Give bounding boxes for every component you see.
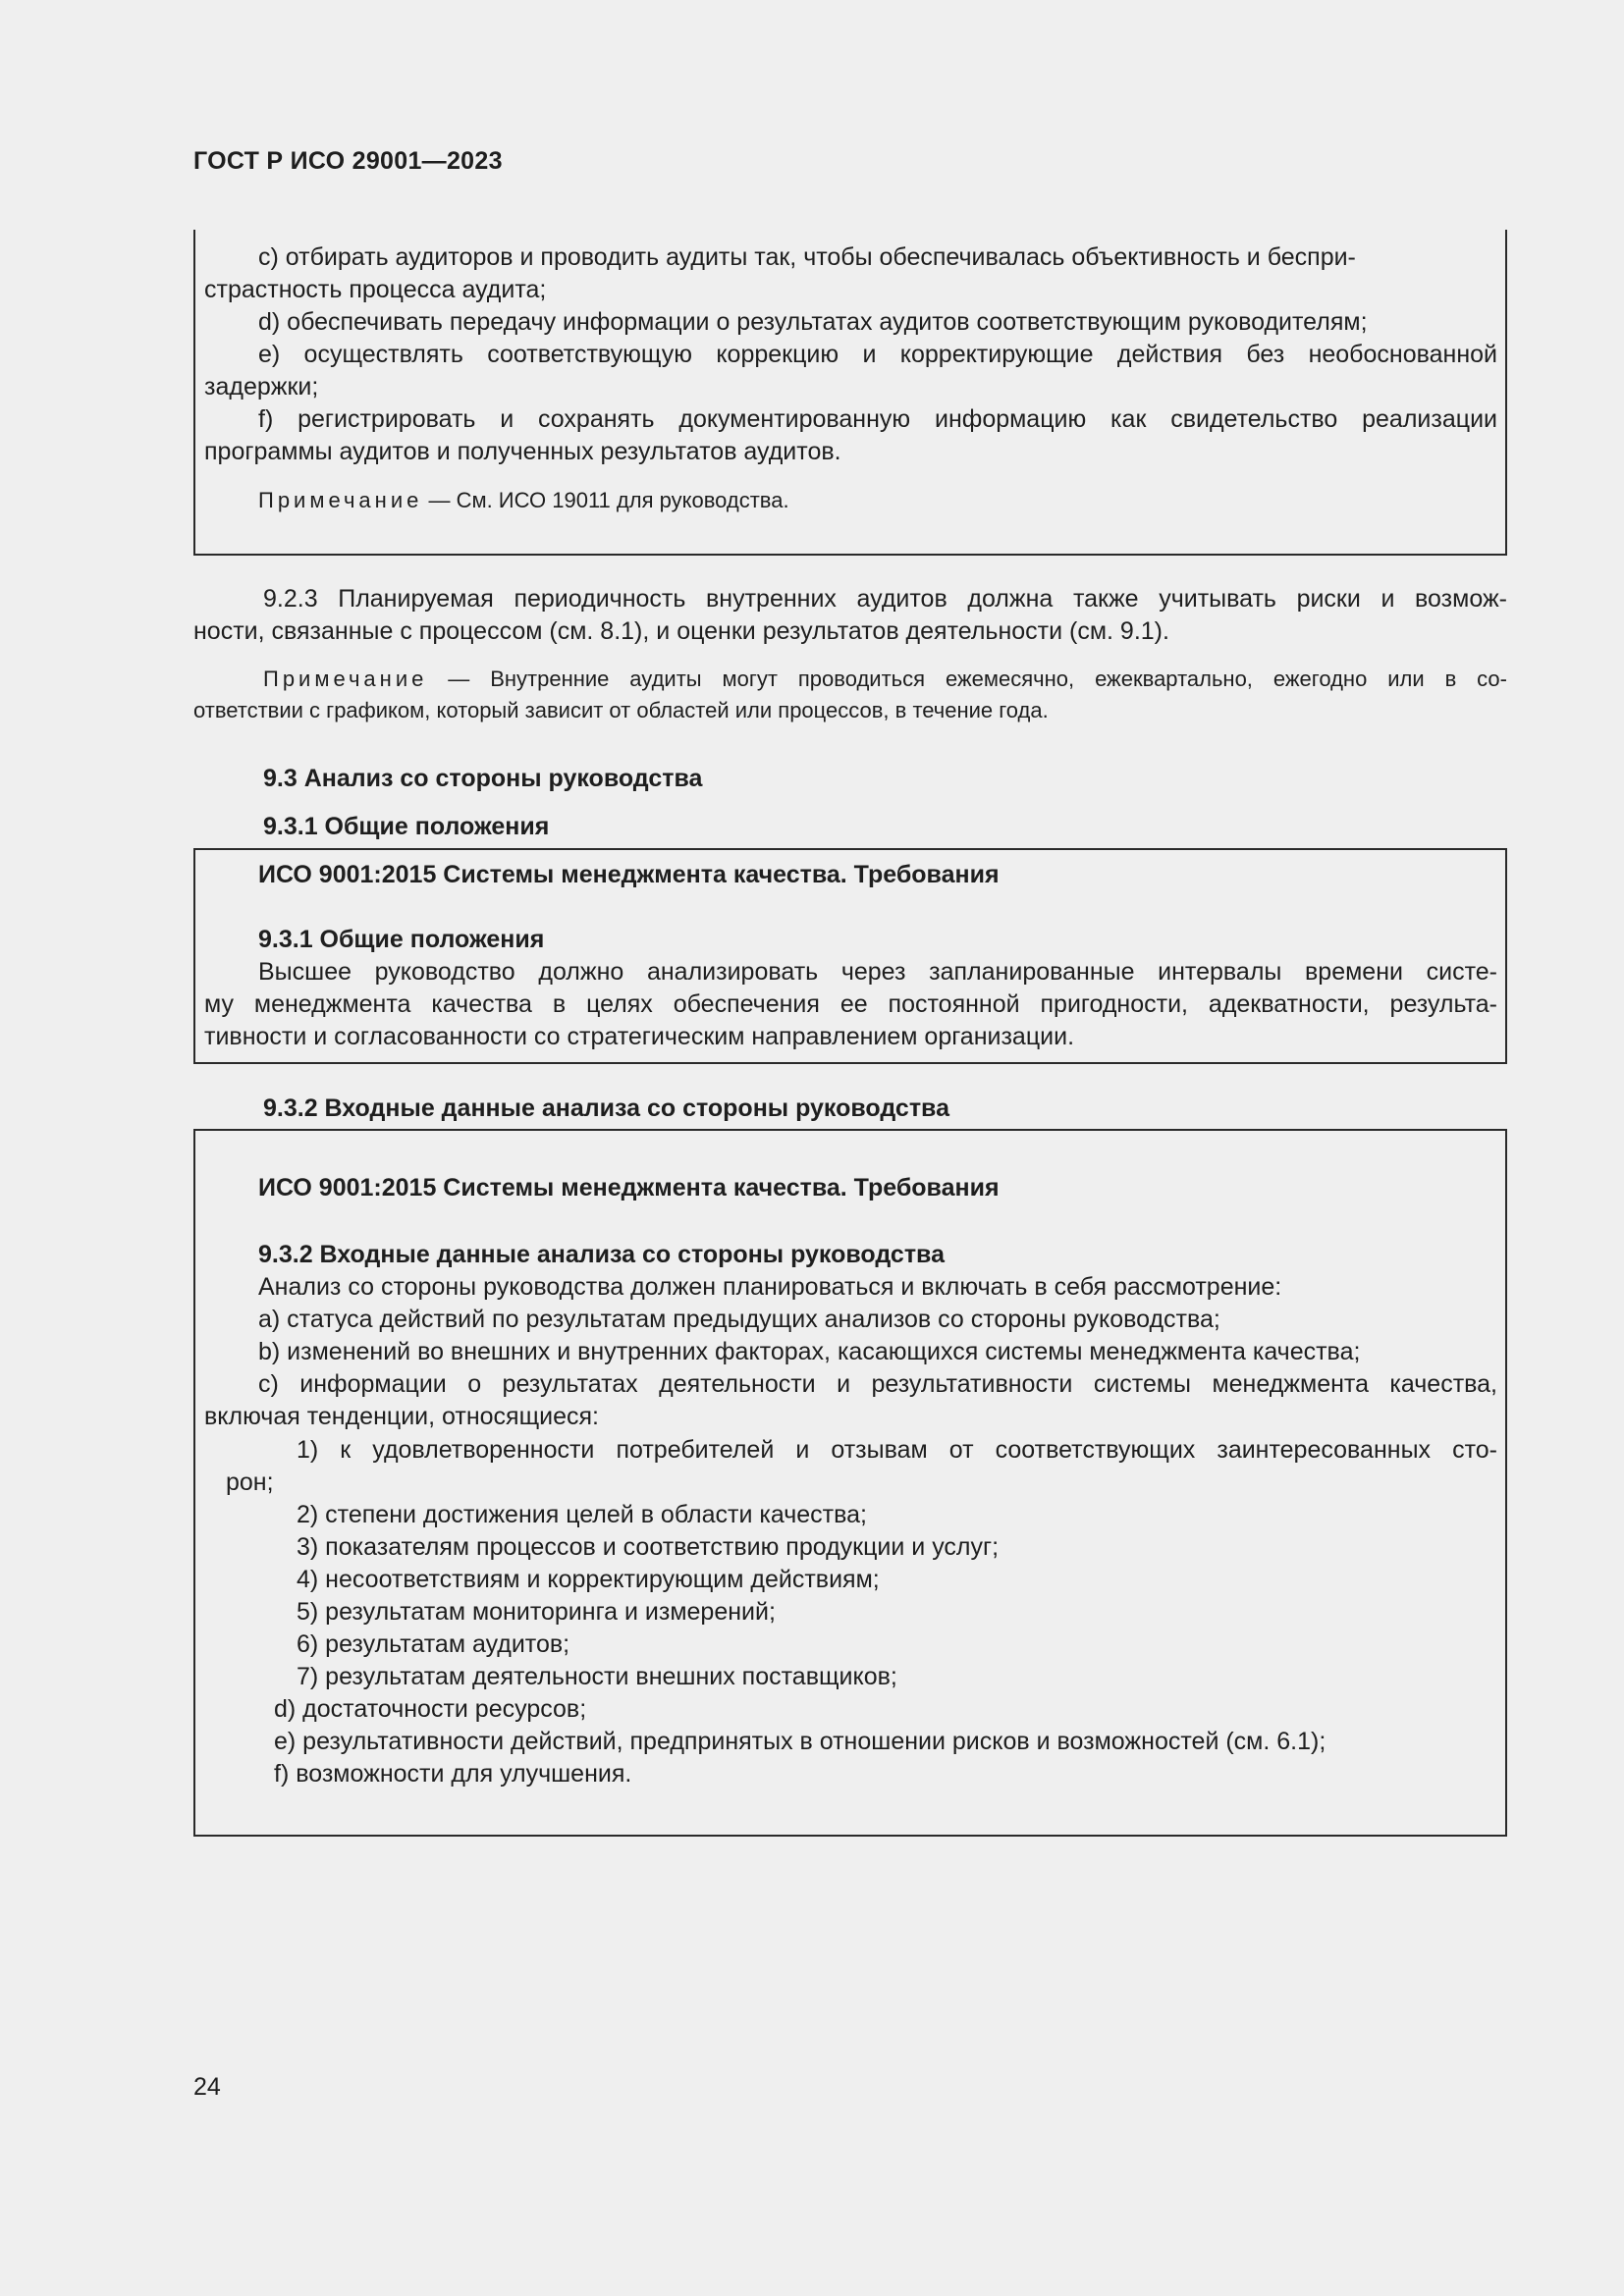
box3-item-e: e) результативности действий, предпринятых в отношении рисков и возможностей (см. 6.1); [274,1728,1326,1755]
clause-923-line1: 9.2.3 Планируемая периодичность внутренних аудитов должна также учитывать риски и возмож- [263,585,1507,613]
box2-line1: Высшее руководство должно анализировать через запланированные интервалы времени систе- [258,958,1497,986]
box3-subitem-7: 7) результатам деятельности внешних поставщиков; [297,1663,897,1690]
box3-item-f: f) возможности для улучшения. [274,1760,632,1788]
box3-intro: Анализ со стороны руководства должен планироваться и включать в себя рассмотрение: [258,1273,1282,1301]
list-item-f-line1: f) регистрировать и сохранять документированную информацию как свидетельство реализации [258,405,1497,433]
note-label: Примечание [263,667,428,691]
page-number: 24 [193,2073,221,2101]
list-item-c-line2: страстность процесса аудита; [204,276,547,303]
box3-subitem-4: 4) несоответствиям и корректирующим действиям; [297,1566,880,1593]
list-item-c-line1: c) отбирать аудиторов и проводить аудиты так, чтобы обеспечивалась объективность и беспри- [258,243,1356,271]
box3-subitem-6: 6) результатам аудитов; [297,1630,570,1658]
section-931-heading: 9.3.1 Общие положения [263,813,550,840]
box3-item-c-line2: включая тенденции, относящиеся: [204,1403,599,1430]
box2-line3: тивности и согласованности со стратегическим направлением организации. [204,1023,1075,1050]
box3-standard-title: ИСО 9001:2015 Системы менеджмента качества. Требования [258,1174,1000,1201]
box2-line2: му менеджмента качества в целях обеспечения ее постоянной пригодности, адекватности, результа- [204,990,1497,1018]
list-item-d: d) обеспечивать передачу информации о результатах аудитов соответствующим руководителям; [258,308,1368,336]
box3-subitem-1-line1: 1) к удовлетворенности потребителей и отзывам от соответствующих заинтересованных сто- [297,1436,1497,1464]
box3-sub-heading: 9.3.2 Входные данные анализа со стороны руководства [258,1241,945,1268]
list-item-e-line1: e) осуществлять соответствующую коррекцию и корректирующие действия без необоснованной [258,341,1497,368]
box3-subitem-5: 5) результатам мониторинга и измерений; [297,1598,776,1626]
note-text: — Внутренние аудиты могут проводиться ежемесячно, ежеквартально, ежегодно или в со- [427,667,1507,691]
box3-item-a: a) статуса действий по результатам предыдущих анализов со стороны руководства; [258,1306,1220,1333]
box3-item-c-line1: c) информации о результатах деятельности и результативности системы менеджмента качества, [258,1370,1497,1398]
section-93-heading: 9.3 Анализ со стороны руководства [263,765,703,792]
list-item-e-line2: задержки; [204,373,319,400]
box2-standard-title: ИСО 9001:2015 Системы менеджмента качества. Требования [258,861,1000,888]
note-label: Примечание [258,488,423,512]
box3-subitem-2: 2) степени достижения целей в области качества; [297,1501,867,1528]
box3-item-b: b) изменений во внешних и внутренних факторах, касающихся системы менеджмента качества; [258,1338,1361,1365]
clause-923-line2: ности, связанные с процессом (см. 8.1), и оценки результатов деятельности (см. 9.1). [193,617,1169,645]
list-item-f-line2: программы аудитов и полученных результатов аудитов. [204,438,841,465]
box3-subitem-3: 3) показателям процессов и соответствию продукции и услуг; [297,1533,1000,1561]
box1-note [258,484,789,516]
box3-item-d: d) достаточности ресурсов; [274,1695,587,1723]
note-text: — См. ИСО 19011 для руководства. [422,488,789,512]
clause-923-note-line2: ответствии с графиком, который зависит от областей или процессов, в течение года. [193,698,1049,722]
document-header: ГОСТ Р ИСО 29001—2023 [193,147,503,175]
box2-sub-heading: 9.3.1 Общие положения [258,926,545,953]
box3-subitem-1-line2: рон; [226,1468,274,1496]
clause-923-note-line1 [263,663,1507,695]
section-932-heading: 9.3.2 Входные данные анализа со стороны руководства [263,1095,949,1122]
